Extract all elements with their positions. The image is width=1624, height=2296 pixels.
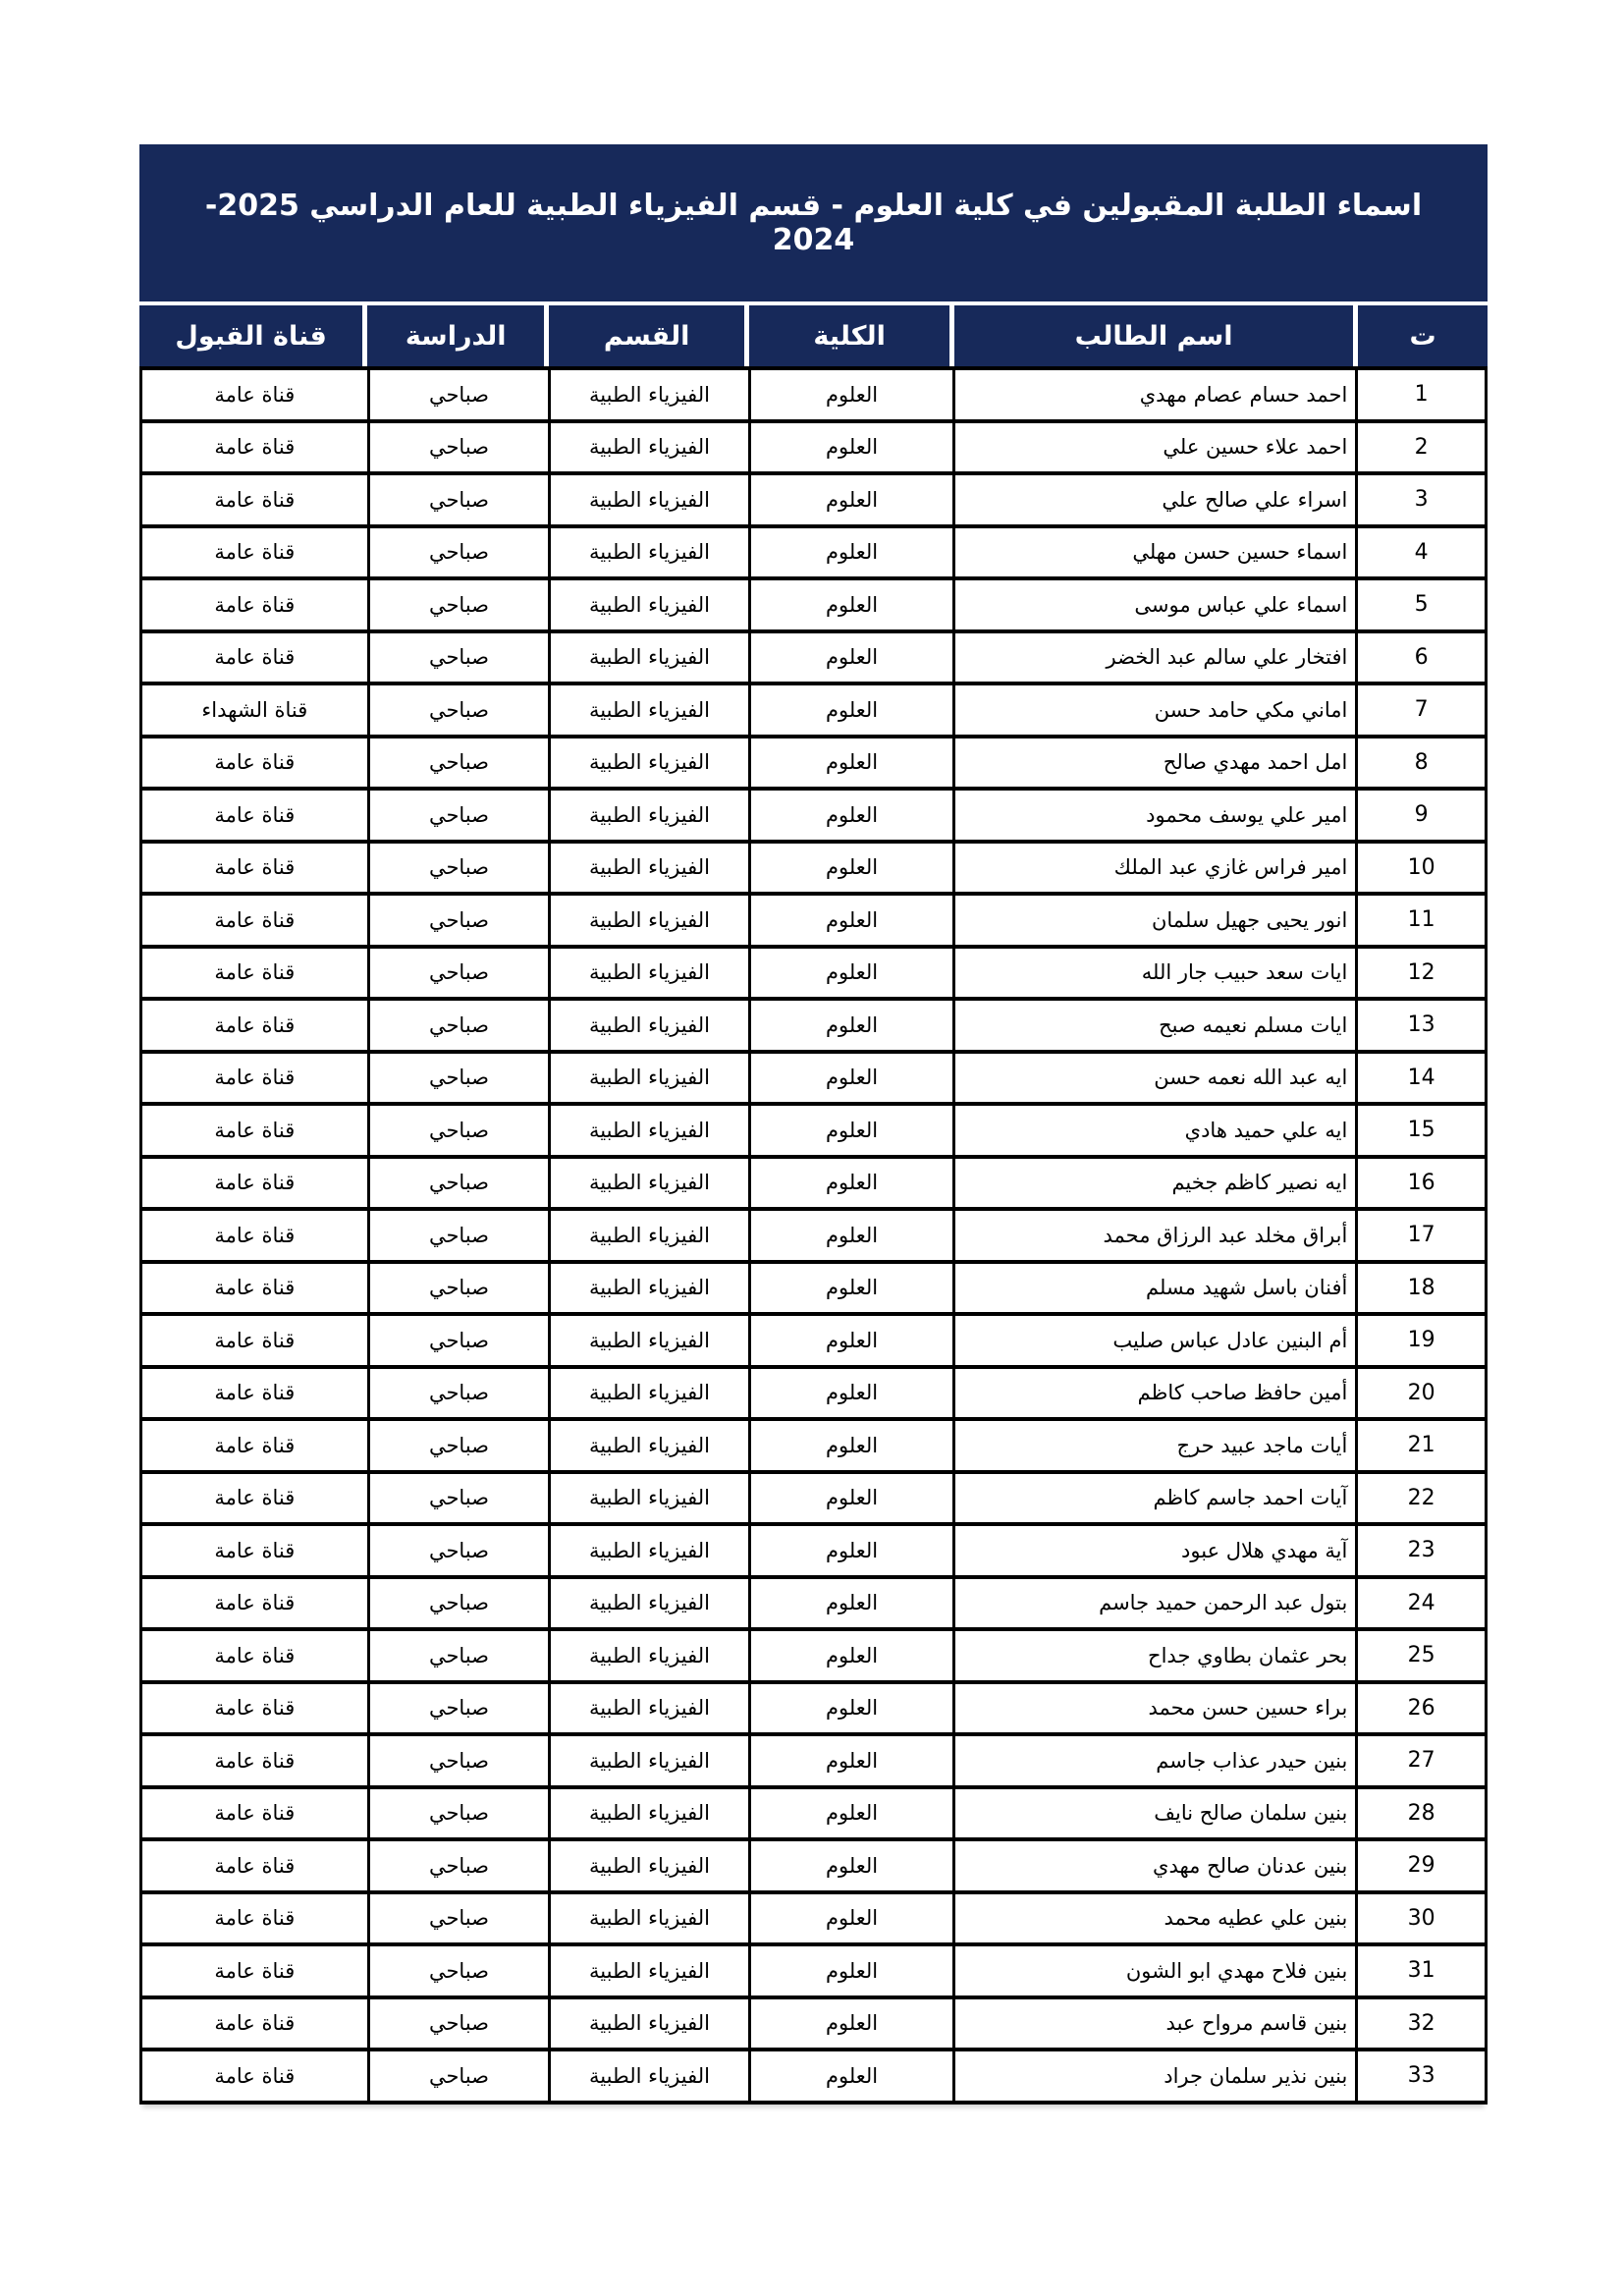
cell-name: أفنان باسل شهيد مسلم bbox=[954, 1262, 1357, 1315]
cell-department: الفيزياء الطبية bbox=[550, 842, 750, 895]
cell-college: العلوم bbox=[749, 631, 954, 684]
cell-college: العلوم bbox=[749, 1839, 954, 1892]
cell-name: بحر عثمان بطاوي جداح bbox=[954, 1629, 1357, 1682]
cell-department: الفيزياء الطبية bbox=[550, 1787, 750, 1840]
cell-college: العلوم bbox=[749, 1262, 954, 1315]
cell-college: العلوم bbox=[749, 1104, 954, 1157]
cell-department: الفيزياء الطبية bbox=[550, 526, 750, 579]
cell-department: الفيزياء الطبية bbox=[550, 1262, 750, 1315]
cell-no: 25 bbox=[1357, 1629, 1487, 1682]
column-header-admission-channel: قناة القبول bbox=[139, 305, 367, 366]
table-row bbox=[141, 1419, 1487, 1472]
cell-channel: قناة عامة bbox=[141, 1209, 369, 1262]
title-banner bbox=[139, 144, 1488, 301]
cell-study: صباحي bbox=[368, 842, 550, 895]
cell-study: صباحي bbox=[368, 368, 550, 421]
cell-study: صباحي bbox=[368, 2050, 550, 2103]
cell-department: الفيزياء الطبية bbox=[550, 999, 750, 1052]
cell-study: صباحي bbox=[368, 1052, 550, 1105]
cell-no: 19 bbox=[1357, 1314, 1487, 1367]
cell-college: العلوم bbox=[749, 368, 954, 421]
cell-no: 11 bbox=[1357, 894, 1487, 947]
cell-study: صباحي bbox=[368, 1997, 550, 2050]
cell-study: صباحي bbox=[368, 1262, 550, 1315]
cell-study: صباحي bbox=[368, 894, 550, 947]
cell-study: صباحي bbox=[368, 1629, 550, 1682]
cell-department: الفيزياء الطبية bbox=[550, 683, 750, 737]
cell-no: 7 bbox=[1357, 683, 1487, 737]
cell-channel: قناة عامة bbox=[141, 368, 369, 421]
cell-no: 4 bbox=[1357, 526, 1487, 579]
cell-college: العلوم bbox=[749, 1577, 954, 1630]
cell-name: بنين سلمان صالح نايف bbox=[954, 1787, 1357, 1840]
cell-no: 18 bbox=[1357, 1262, 1487, 1315]
cell-name: أيات ماجد عبيد حرج bbox=[954, 1419, 1357, 1472]
cell-no: 20 bbox=[1357, 1367, 1487, 1420]
table-row bbox=[141, 999, 1487, 1052]
cell-no: 33 bbox=[1357, 2050, 1487, 2103]
cell-channel: قناة عامة bbox=[141, 1839, 369, 1892]
table-row bbox=[141, 737, 1487, 790]
cell-channel: قناة عامة bbox=[141, 1577, 369, 1630]
cell-name: براء حسين حسن محمد bbox=[954, 1682, 1357, 1735]
table-row bbox=[141, 1839, 1487, 1892]
cell-name: أم البنين عادل عباس صليب bbox=[954, 1314, 1357, 1367]
cell-department: الفيزياء الطبية bbox=[550, 2050, 750, 2103]
cell-channel: قناة عامة bbox=[141, 737, 369, 790]
cell-college: العلوم bbox=[749, 526, 954, 579]
cell-study: صباحي bbox=[368, 1734, 550, 1787]
cell-study: صباحي bbox=[368, 1314, 550, 1367]
cell-college: العلوم bbox=[749, 1314, 954, 1367]
table-row bbox=[141, 683, 1487, 737]
cell-channel: قناة عامة bbox=[141, 1157, 369, 1210]
cell-name: بنين قاسم مرواح عبد bbox=[954, 1997, 1357, 2050]
cell-no: 14 bbox=[1357, 1052, 1487, 1105]
cell-name: بتول عبد الرحمن حميد جاسم bbox=[954, 1577, 1357, 1630]
cell-name: امير علي يوسف محمود bbox=[954, 789, 1357, 842]
cell-college: العلوم bbox=[749, 473, 954, 526]
cell-study: صباحي bbox=[368, 1524, 550, 1577]
cell-study: صباحي bbox=[368, 1944, 550, 1997]
cell-channel: قناة عامة bbox=[141, 842, 369, 895]
cell-no: 15 bbox=[1357, 1104, 1487, 1157]
cell-department: الفيزياء الطبية bbox=[550, 1367, 750, 1420]
table-row bbox=[141, 1997, 1487, 2050]
cell-name: آية مهدي هلال عبود bbox=[954, 1524, 1357, 1577]
table-row bbox=[141, 1629, 1487, 1682]
cell-no: 12 bbox=[1357, 947, 1487, 1000]
cell-name: آيات احمد جاسم كاظم bbox=[954, 1472, 1357, 1525]
cell-study: صباحي bbox=[368, 789, 550, 842]
table-row bbox=[141, 1104, 1487, 1157]
cell-no: 28 bbox=[1357, 1787, 1487, 1840]
cell-department: الفيزياء الطبية bbox=[550, 1104, 750, 1157]
cell-college: العلوم bbox=[749, 421, 954, 474]
table-row bbox=[141, 1787, 1487, 1840]
cell-college: العلوم bbox=[749, 1367, 954, 1420]
cell-study: صباحي bbox=[368, 1892, 550, 1945]
cell-department: الفيزياء الطبية bbox=[550, 368, 750, 421]
cell-department: الفيزياء الطبية bbox=[550, 737, 750, 790]
cell-no: 29 bbox=[1357, 1839, 1487, 1892]
column-header-study-type: الدراسة bbox=[367, 305, 549, 366]
cell-department: الفيزياء الطبية bbox=[550, 1419, 750, 1472]
table-row bbox=[141, 1944, 1487, 1997]
cell-no: 17 bbox=[1357, 1209, 1487, 1262]
cell-channel: قناة عامة bbox=[141, 631, 369, 684]
cell-channel: قناة عامة bbox=[141, 1629, 369, 1682]
cell-no: 26 bbox=[1357, 1682, 1487, 1735]
cell-name: امل احمد مهدي صالح bbox=[954, 737, 1357, 790]
cell-channel: قناة عامة bbox=[141, 578, 369, 631]
cell-department: الفيزياء الطبية bbox=[550, 1944, 750, 1997]
cell-college: العلوم bbox=[749, 999, 954, 1052]
table-row bbox=[141, 1052, 1487, 1105]
cell-name: ايه نصير كاظم جخيم bbox=[954, 1157, 1357, 1210]
cell-college: العلوم bbox=[749, 1157, 954, 1210]
cell-channel: قناة عامة bbox=[141, 526, 369, 579]
cell-college: العلوم bbox=[749, 947, 954, 1000]
page-title: اسماء الطلبة المقبولين في كلية العلوم - قسم الفيزياء الطبية للعام الدراسي 2025-2024 bbox=[204, 189, 1423, 257]
cell-department: الفيزياء الطبية bbox=[550, 1997, 750, 2050]
cell-no: 5 bbox=[1357, 578, 1487, 631]
cell-channel: قناة عامة bbox=[141, 1262, 369, 1315]
cell-department: الفيزياء الطبية bbox=[550, 1734, 750, 1787]
cell-department: الفيزياء الطبية bbox=[550, 1577, 750, 1630]
cell-name: ايه عبد الله نعمه حسن bbox=[954, 1052, 1357, 1105]
cell-study: صباحي bbox=[368, 1787, 550, 1840]
table-row bbox=[141, 789, 1487, 842]
cell-channel: قناة الشهداء bbox=[141, 683, 369, 737]
cell-study: صباحي bbox=[368, 1104, 550, 1157]
table-row bbox=[141, 1524, 1487, 1577]
table-row bbox=[141, 1577, 1487, 1630]
cell-name: بنين نذير سلمان جراد bbox=[954, 2050, 1357, 2103]
cell-study: صباحي bbox=[368, 578, 550, 631]
cell-no: 21 bbox=[1357, 1419, 1487, 1472]
table-row bbox=[141, 894, 1487, 947]
cell-department: الفيزياء الطبية bbox=[550, 1682, 750, 1735]
students-table bbox=[139, 366, 1488, 2105]
table-row bbox=[141, 1734, 1487, 1787]
cell-no: 2 bbox=[1357, 421, 1487, 474]
cell-name: أبراق مخلد عبد الرزاق محمد bbox=[954, 1209, 1357, 1262]
table-row bbox=[141, 631, 1487, 684]
cell-department: الفيزياء الطبية bbox=[550, 789, 750, 842]
cell-no: 3 bbox=[1357, 473, 1487, 526]
table-row bbox=[141, 1892, 1487, 1945]
cell-study: صباحي bbox=[368, 473, 550, 526]
cell-department: الفيزياء الطبية bbox=[550, 1629, 750, 1682]
cell-department: الفيزياء الطبية bbox=[550, 1472, 750, 1525]
cell-study: صباحي bbox=[368, 1367, 550, 1420]
cell-study: صباحي bbox=[368, 526, 550, 579]
cell-department: الفيزياء الطبية bbox=[550, 947, 750, 1000]
cell-channel: قناة عامة bbox=[141, 1892, 369, 1945]
cell-channel: قناة عامة bbox=[141, 1997, 369, 2050]
table-row bbox=[141, 526, 1487, 579]
cell-name: أمين حافظ صاحب كاظم bbox=[954, 1367, 1357, 1420]
cell-college: العلوم bbox=[749, 683, 954, 737]
cell-college: العلوم bbox=[749, 1629, 954, 1682]
cell-department: الفيزياء الطبية bbox=[550, 1839, 750, 1892]
cell-college: العلوم bbox=[749, 1209, 954, 1262]
cell-channel: قناة عامة bbox=[141, 894, 369, 947]
cell-study: صباحي bbox=[368, 999, 550, 1052]
cell-name: ايات مسلم نعيمه صبح bbox=[954, 999, 1357, 1052]
cell-college: العلوم bbox=[749, 1944, 954, 1997]
table-row bbox=[141, 1314, 1487, 1367]
cell-name: بنين علي عطيه محمد bbox=[954, 1892, 1357, 1945]
table-row bbox=[141, 947, 1487, 1000]
cell-channel: قناة عامة bbox=[141, 1734, 369, 1787]
cell-name: ايات سعد حبيب جار الله bbox=[954, 947, 1357, 1000]
table-row bbox=[141, 368, 1487, 421]
student-table-body bbox=[141, 368, 1487, 2103]
cell-name: اسراء علي صالح علي bbox=[954, 473, 1357, 526]
cell-department: الفيزياء الطبية bbox=[550, 1524, 750, 1577]
cell-name: احمد علاء حسين علي bbox=[954, 421, 1357, 474]
column-header-student-name: اسم الطالب bbox=[954, 305, 1358, 366]
cell-department: الفيزياء الطبية bbox=[550, 1157, 750, 1210]
cell-channel: قناة عامة bbox=[141, 1787, 369, 1840]
cell-name: بنين عدنان صالح مهدي bbox=[954, 1839, 1357, 1892]
cell-department: الفيزياء الطبية bbox=[550, 1314, 750, 1367]
column-header-no: ت bbox=[1358, 305, 1488, 366]
cell-department: الفيزياء الطبية bbox=[550, 631, 750, 684]
cell-college: العلوم bbox=[749, 789, 954, 842]
cell-college: العلوم bbox=[749, 1472, 954, 1525]
cell-no: 24 bbox=[1357, 1577, 1487, 1630]
column-header-college: الكلية bbox=[749, 305, 954, 366]
cell-channel: قناة عامة bbox=[141, 1314, 369, 1367]
cell-college: العلوم bbox=[749, 1682, 954, 1735]
cell-college: العلوم bbox=[749, 842, 954, 895]
cell-no: 8 bbox=[1357, 737, 1487, 790]
cell-name: امير فراس غازي عبد الملك bbox=[954, 842, 1357, 895]
table-row bbox=[141, 1682, 1487, 1735]
cell-name: بنين حيدر عذاب جاسم bbox=[954, 1734, 1357, 1787]
cell-college: العلوم bbox=[749, 1787, 954, 1840]
cell-college: العلوم bbox=[749, 894, 954, 947]
cell-channel: قناة عامة bbox=[141, 947, 369, 1000]
table-row bbox=[141, 473, 1487, 526]
cell-study: صباحي bbox=[368, 1682, 550, 1735]
cell-study: صباحي bbox=[368, 631, 550, 684]
cell-no: 1 bbox=[1357, 368, 1487, 421]
cell-no: 6 bbox=[1357, 631, 1487, 684]
cell-study: صباحي bbox=[368, 1839, 550, 1892]
cell-no: 23 bbox=[1357, 1524, 1487, 1577]
cell-college: العلوم bbox=[749, 1892, 954, 1945]
cell-channel: قناة عامة bbox=[141, 1944, 369, 1997]
cell-no: 31 bbox=[1357, 1944, 1487, 1997]
cell-no: 27 bbox=[1357, 1734, 1487, 1787]
table-row bbox=[141, 421, 1487, 474]
cell-study: صباحي bbox=[368, 1157, 550, 1210]
cell-college: العلوم bbox=[749, 1997, 954, 2050]
cell-study: صباحي bbox=[368, 947, 550, 1000]
table-row bbox=[141, 1209, 1487, 1262]
cell-college: العلوم bbox=[749, 578, 954, 631]
cell-name: انور يحيى جهيل سلمان bbox=[954, 894, 1357, 947]
cell-department: الفيزياء الطبية bbox=[550, 1892, 750, 1945]
cell-college: العلوم bbox=[749, 1052, 954, 1105]
cell-department: الفيزياء الطبية bbox=[550, 421, 750, 474]
cell-name: افتخار علي سالم عبد الخضر bbox=[954, 631, 1357, 684]
table-row bbox=[141, 2050, 1487, 2103]
cell-study: صباحي bbox=[368, 1419, 550, 1472]
cell-name: احمد حسام عصام مهدي bbox=[954, 368, 1357, 421]
cell-channel: قناة عامة bbox=[141, 1104, 369, 1157]
cell-name: اسماء علي عباس موسى bbox=[954, 578, 1357, 631]
cell-study: صباحي bbox=[368, 737, 550, 790]
cell-department: الفيزياء الطبية bbox=[550, 894, 750, 947]
cell-study: صباحي bbox=[368, 1209, 550, 1262]
cell-department: الفيزياء الطبية bbox=[550, 578, 750, 631]
cell-name: ايه علي حميد هادي bbox=[954, 1104, 1357, 1157]
cell-department: الفيزياء الطبية bbox=[550, 1052, 750, 1105]
cell-channel: قناة عامة bbox=[141, 1524, 369, 1577]
cell-channel: قناة عامة bbox=[141, 421, 369, 474]
cell-channel: قناة عامة bbox=[141, 1367, 369, 1420]
cell-channel: قناة عامة bbox=[141, 999, 369, 1052]
table-row bbox=[141, 1367, 1487, 1420]
cell-study: صباحي bbox=[368, 421, 550, 474]
cell-department: الفيزياء الطبية bbox=[550, 1209, 750, 1262]
table-row bbox=[141, 1472, 1487, 1525]
cell-no: 10 bbox=[1357, 842, 1487, 895]
cell-study: صباحي bbox=[368, 683, 550, 737]
cell-study: صباحي bbox=[368, 1577, 550, 1630]
cell-channel: قناة عامة bbox=[141, 1472, 369, 1525]
cell-college: العلوم bbox=[749, 1734, 954, 1787]
cell-department: الفيزياء الطبية bbox=[550, 473, 750, 526]
cell-channel: قناة عامة bbox=[141, 1052, 369, 1105]
cell-no: 13 bbox=[1357, 999, 1487, 1052]
cell-no: 9 bbox=[1357, 789, 1487, 842]
cell-study: صباحي bbox=[368, 1472, 550, 1525]
table-row bbox=[141, 578, 1487, 631]
cell-channel: قناة عامة bbox=[141, 1682, 369, 1735]
cell-college: العلوم bbox=[749, 2050, 954, 2103]
cell-name: اماني مكي حامد حسن bbox=[954, 683, 1357, 737]
table-row bbox=[141, 842, 1487, 895]
cell-college: العلوم bbox=[749, 737, 954, 790]
cell-college: العلوم bbox=[749, 1524, 954, 1577]
table-row bbox=[141, 1157, 1487, 1210]
cell-name: اسماء حسين حسن مهلي bbox=[954, 526, 1357, 579]
cell-channel: قناة عامة bbox=[141, 2050, 369, 2103]
cell-name: بنين فلاح مهدي ابو الشون bbox=[954, 1944, 1357, 1997]
cell-channel: قناة عامة bbox=[141, 789, 369, 842]
cell-no: 30 bbox=[1357, 1892, 1487, 1945]
column-header-department: القسم bbox=[549, 305, 749, 366]
cell-no: 22 bbox=[1357, 1472, 1487, 1525]
cell-college: العلوم bbox=[749, 1419, 954, 1472]
table-row bbox=[141, 1262, 1487, 1315]
cell-channel: قناة عامة bbox=[141, 473, 369, 526]
cell-no: 32 bbox=[1357, 1997, 1487, 2050]
cell-channel: قناة عامة bbox=[141, 1419, 369, 1472]
cell-no: 16 bbox=[1357, 1157, 1487, 1210]
table-header-row bbox=[139, 305, 1488, 366]
